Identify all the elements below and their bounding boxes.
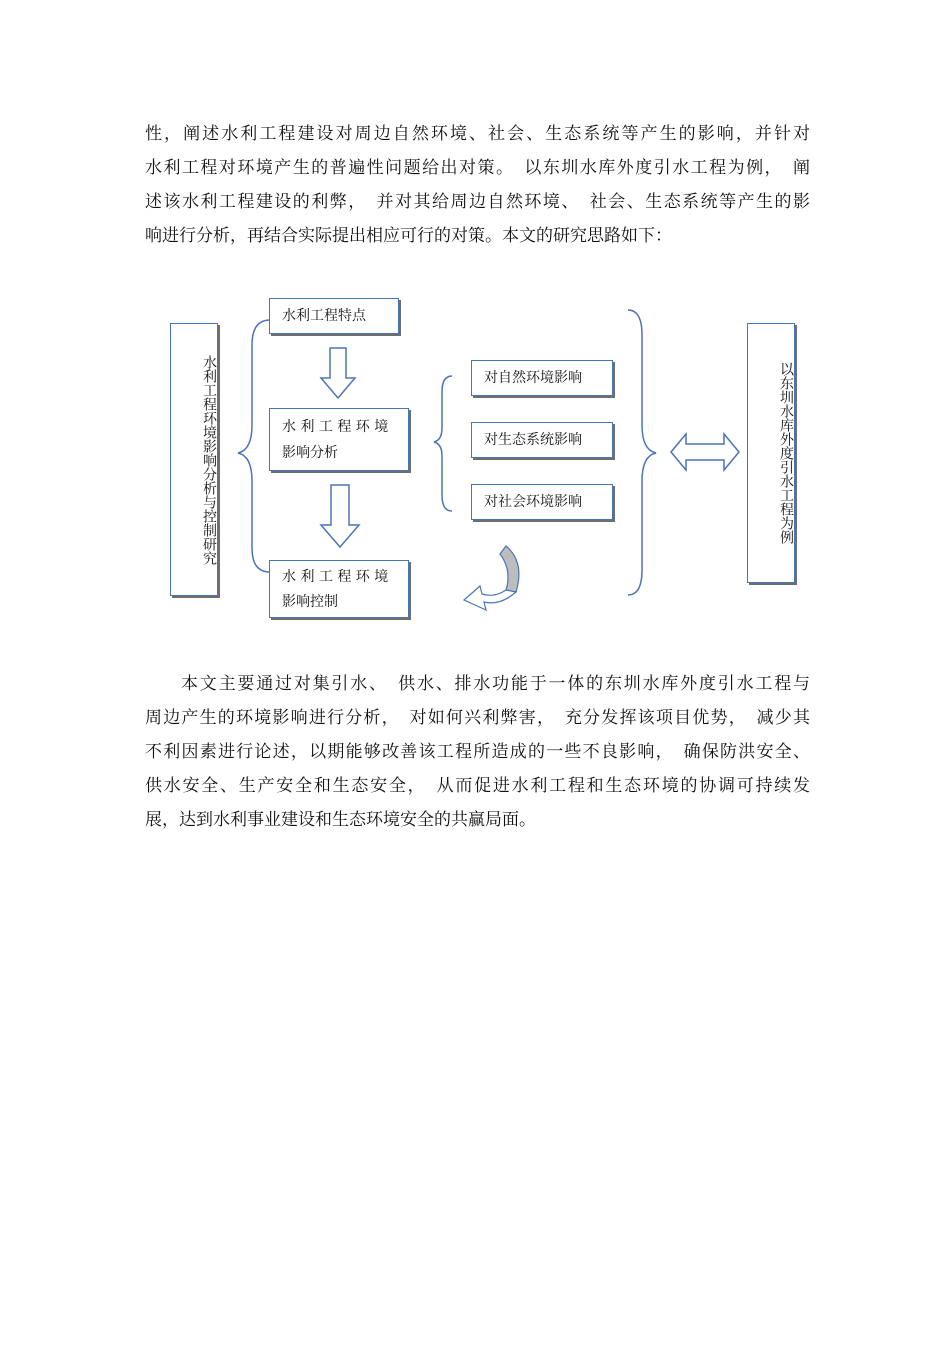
curved-arrow-icon	[500, 546, 519, 592]
intro-paragraph	[145, 117, 810, 253]
down-arrow-icon	[321, 485, 359, 547]
right-brace	[628, 310, 656, 595]
step-impact-analysis-box	[269, 408, 409, 471]
step-impact-control-line-1: 水 利 工 程 环 境	[282, 569, 389, 585]
summary-line-5: 展，达到水利事业建设和生态环境安全的共赢局面。	[145, 810, 536, 830]
step-project-features-box	[269, 298, 399, 334]
left-brace	[238, 320, 270, 572]
summary-line-1: 本文主要通过对集引水、 供水、排水功能于一体的东圳水库外度引水工程与	[181, 674, 810, 694]
step-project-features-label: 水利工程特点	[282, 308, 366, 324]
study-topic-box	[170, 323, 218, 596]
intro-line-1: 性，阐述水利工程建设对周边自然环境、社会、生态系统等产生的影响，并针对	[145, 124, 810, 144]
case-study-label: 以东圳水库外度引水工程为例	[778, 362, 794, 544]
step-impact-control-box	[269, 560, 409, 618]
summary-line-4: 供水安全、生产安全和生态安全， 从而促进水利工程和生态环境的协调可持续发	[145, 776, 810, 796]
double-arrow-icon	[671, 434, 739, 470]
impact-social-environment-label: 对社会环境影响	[484, 494, 582, 510]
diagram-connectors	[160, 290, 810, 630]
middle-brace	[434, 376, 452, 511]
impact-social-environment-box	[471, 484, 613, 520]
impact-ecosystem-label: 对生态系统影响	[484, 432, 582, 448]
down-arrow-icon	[321, 348, 355, 398]
intro-line-4: 响进行分析，再结合实际提出相应可行的对策。本文的研究思路如下：	[145, 226, 672, 246]
intro-line-3: 述该水利工程建设的利弊， 并对其给周边自然环境、 社会、生态系统等产生的影	[145, 192, 810, 212]
impact-natural-environment-label: 对自然环境影响	[484, 370, 582, 386]
step-impact-control-line-2: 影响控制	[282, 594, 338, 610]
step-impact-analysis-line-1: 水 利 工 程 环 境	[282, 419, 389, 435]
summary-line-3: 不利因素进行论述，以期能够改善该工程所造成的一些不良影响， 确保防洪安全、	[145, 742, 810, 762]
impact-ecosystem-box	[471, 422, 613, 458]
step-impact-analysis-line-2: 影响分析	[282, 445, 338, 461]
research-approach-diagram	[160, 290, 810, 630]
summary-line-2: 周边产生的环境影响进行分析， 对如何兴利弊害， 充分发挥该项目优势， 减少其	[145, 708, 810, 728]
intro-line-2: 水利工程对环境产生的普遍性问题给出对策。 以东圳水库外度引水工程为例， 阐	[145, 158, 810, 178]
study-topic-label: 水利工程环境影响分析与控制研究	[201, 355, 217, 565]
impact-natural-environment-box	[471, 360, 613, 396]
case-study-box	[747, 323, 795, 583]
summary-paragraph	[145, 667, 810, 837]
